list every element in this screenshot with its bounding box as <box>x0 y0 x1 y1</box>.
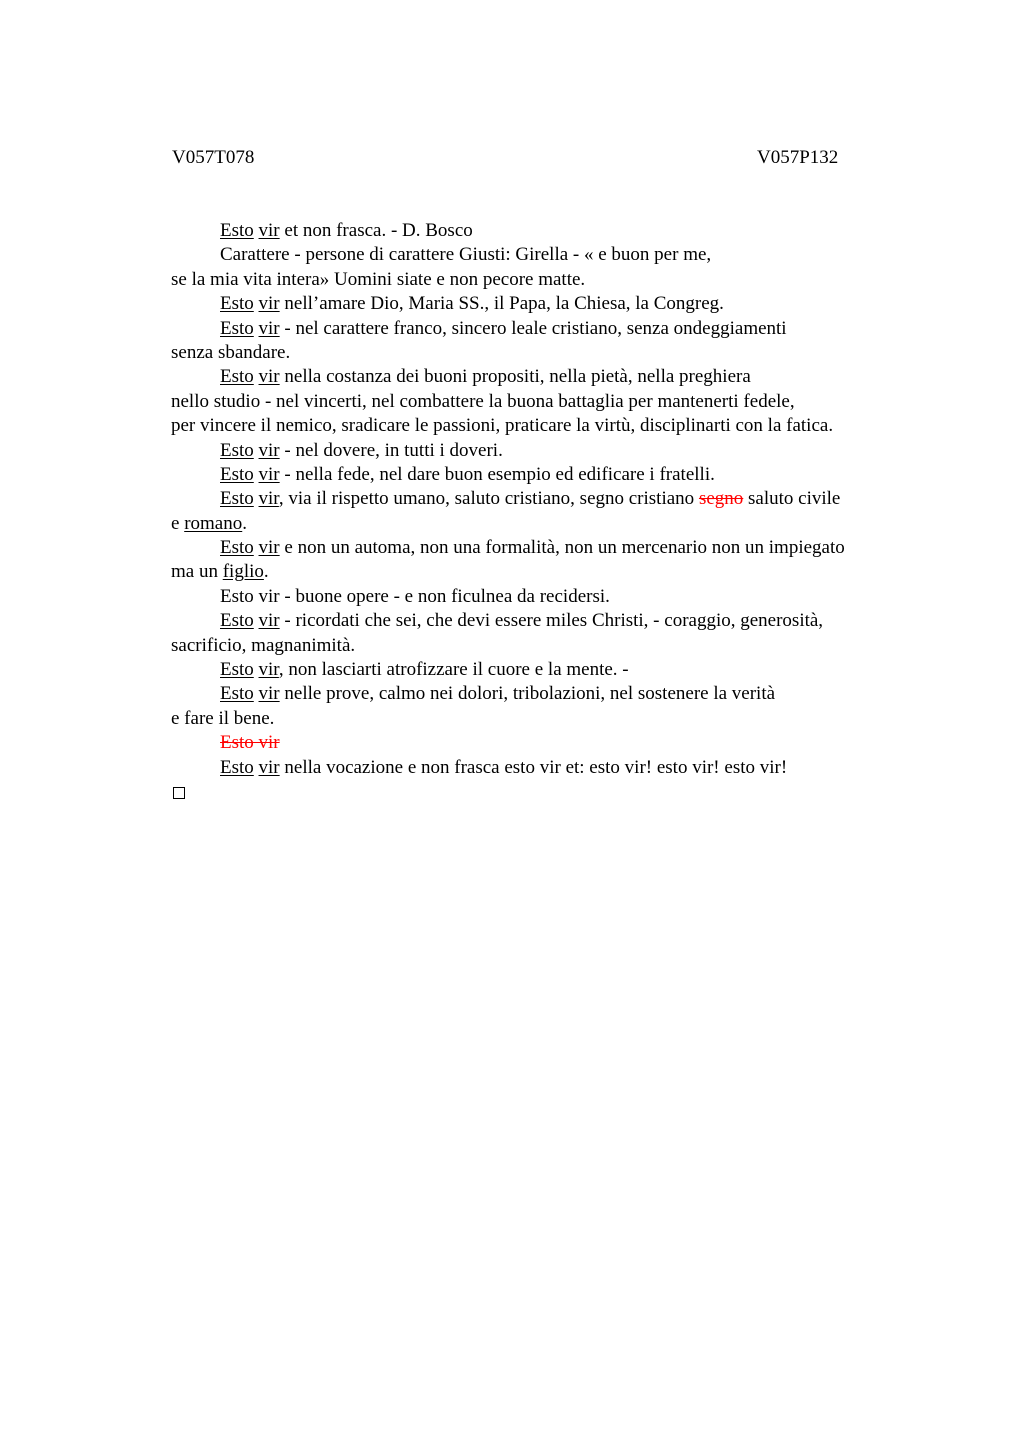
underlined-text: Esto <box>220 756 254 778</box>
text-segment: nella vocazione e non frasca esto vir et: esto vir! esto vir! esto vir! <box>279 756 788 778</box>
underlined-text: vir <box>258 756 280 778</box>
text-line <box>171 682 931 706</box>
text-line <box>171 341 931 365</box>
text-segment: e <box>171 512 185 534</box>
text-segment: . <box>242 512 247 534</box>
text-line <box>171 585 931 609</box>
underlined-text: Esto <box>220 293 254 315</box>
text-segment: nella costanza dei buoni propositi, nella pietà, nella preghiera <box>279 366 751 388</box>
text-line <box>171 634 931 658</box>
underlined-text: figlio <box>222 561 264 583</box>
text-segment: - nel carattere franco, sincero leale cristiano, senza ondeggiamenti <box>279 317 787 339</box>
text-segment: ma un <box>171 561 223 583</box>
text-segment: Esto vir - buone opere - e non ficulnea da recidersi. <box>220 585 610 607</box>
text-segment: , via il rispetto umano, saluto cristiano, segno cristiano <box>278 488 699 510</box>
text-segment: nelle prove, calmo nei dolori, tribolazioni, nel sostenere la verità <box>279 683 776 705</box>
text-segment: senza sbandare. <box>171 341 291 363</box>
underlined-text: vir <box>258 439 280 461</box>
text-line <box>171 463 931 487</box>
empty-square-icon <box>173 787 185 799</box>
text-line <box>171 731 931 755</box>
text-segment: se la mia vita intera» Uomini siate e non pecore matte. <box>171 268 586 290</box>
underlined-text: vir <box>258 683 280 705</box>
document-body <box>171 219 931 804</box>
deleted-text: Esto vir <box>220 732 280 754</box>
text-line <box>171 609 931 633</box>
text-segment: . <box>263 561 269 583</box>
underlined-text: Esto <box>220 537 254 559</box>
text-line <box>171 512 931 536</box>
underlined-text: vir <box>258 293 280 315</box>
underlined-text: vir <box>258 610 280 632</box>
text-segment: nello studio - nel vincerti, nel combattere la buona battaglia per mantenerti fedele, <box>171 390 795 412</box>
underlined-text: vir <box>258 317 280 339</box>
underlined-text: Esto <box>220 683 254 705</box>
text-segment: - ricordati che sei, che devi essere miles Christi, - coraggio, generosità, <box>279 610 824 632</box>
underlined-text: vir <box>258 463 280 485</box>
text-line <box>171 756 931 780</box>
underlined-text: vir <box>258 488 279 510</box>
text-segment: nell’amare Dio, Maria SS., il Papa, la Chiesa, la Congreg. <box>279 293 724 315</box>
text-line <box>171 268 931 292</box>
text-segment: Carattere - persone di carattere Giusti: Girella - « e buon per me, <box>220 244 712 266</box>
underlined-text: vir <box>258 659 279 681</box>
text-line <box>171 536 931 560</box>
underlined-text: Esto <box>220 488 254 510</box>
text-line <box>171 414 931 438</box>
text-segment: et non frasca. - D. Bosco <box>279 220 473 241</box>
text-segment: , non lasciarti atrofizzare il cuore e la mente. - <box>278 659 629 681</box>
underlined-text: Esto <box>220 366 254 388</box>
text-segment: e fare il bene. <box>171 707 275 729</box>
text-line <box>171 487 931 511</box>
text-segment: per vincere il nemico, sradicare le passioni, praticare la virtù, disciplinarti con la fatica. <box>171 415 834 437</box>
underlined-text: Esto <box>220 610 254 632</box>
text-segment: - nella fede, nel dare buon esempio ed edificare i fratelli. <box>279 463 715 485</box>
underlined-text: Esto <box>220 659 254 681</box>
text-segment: - nel dovere, in tutti i doveri. <box>279 439 503 461</box>
text-line <box>171 390 931 414</box>
underlined-text: Esto <box>220 463 254 485</box>
text-line <box>171 560 931 584</box>
underlined-text: Esto <box>220 220 254 241</box>
deleted-text: segno <box>698 488 744 510</box>
text-segment: e non un automa, non una formalità, non un mercenario non un impiegato <box>279 537 845 559</box>
document-code-left: V057T078 <box>172 147 255 168</box>
text-line <box>171 219 931 243</box>
text-segment: saluto civile <box>743 488 841 510</box>
text-line <box>171 439 931 463</box>
underlined-text: vir <box>258 366 280 388</box>
underlined-text: vir <box>258 220 280 241</box>
text-line <box>171 658 931 682</box>
text-line <box>171 317 931 341</box>
underlined-text: Esto <box>220 439 254 461</box>
text-line <box>171 292 931 316</box>
text-line <box>171 243 931 267</box>
underlined-text: romano <box>184 512 243 534</box>
end-mark-line <box>171 780 931 804</box>
underlined-text: Esto <box>220 317 254 339</box>
document-code-right: V057P132 <box>757 147 839 168</box>
text-line <box>171 365 931 389</box>
text-line <box>171 707 931 731</box>
underlined-text: vir <box>258 537 280 559</box>
text-segment: sacrificio, magnanimità. <box>171 634 356 656</box>
